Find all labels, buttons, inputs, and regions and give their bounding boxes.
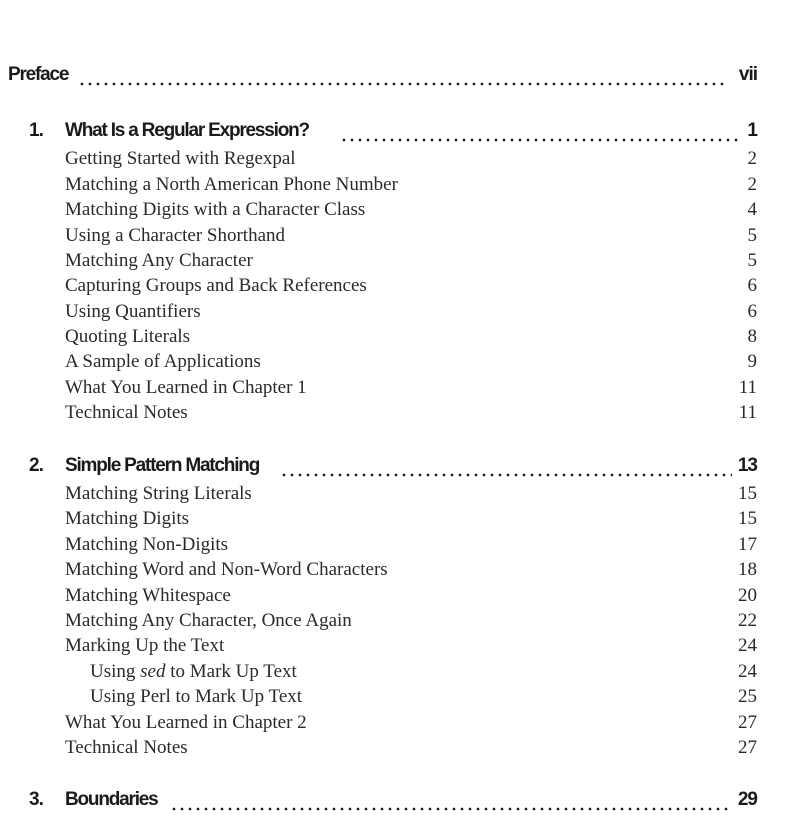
toc-section[interactable] (0, 174, 800, 200)
section-page: 27 (738, 737, 757, 758)
section-title: Matching Any Character (65, 250, 253, 271)
section-page: 24 (738, 635, 757, 656)
chapter-number: 2. (29, 455, 43, 476)
title-prefix: Using (90, 661, 141, 682)
section-page: 2 (747, 174, 757, 195)
preface-title: Preface (8, 64, 74, 86)
toc-chapter-3[interactable] (0, 789, 800, 815)
toc-subsection[interactable] (0, 686, 800, 712)
section-title: Technical Notes (65, 402, 188, 423)
toc-section[interactable] (0, 275, 800, 301)
section-page: 25 (738, 686, 757, 707)
chapter-number: 3. (29, 789, 43, 810)
toc-section[interactable] (0, 737, 800, 763)
section-title: Matching Non-Digits (65, 534, 229, 555)
section-title: Technical Notes (65, 737, 188, 758)
section-title: Matching a North American Phone Number (65, 174, 398, 195)
section-page: 6 (747, 275, 757, 296)
toc-subsection[interactable] (0, 661, 800, 687)
toc-section[interactable] (0, 301, 800, 327)
toc-section[interactable] (0, 635, 800, 661)
toc-section[interactable] (0, 585, 800, 611)
section-page: 11 (738, 377, 757, 398)
section-title: Capturing Groups and Back References (65, 275, 367, 296)
section-page: 15 (738, 483, 757, 504)
toc-chapter-2[interactable] (0, 455, 800, 481)
section-page: 6 (747, 301, 757, 322)
toc-section[interactable] (0, 351, 800, 377)
preface-page: vii (736, 64, 757, 86)
chapter-page: 13 (735, 455, 757, 477)
chapter-number: 1. (29, 120, 43, 141)
section-page: 11 (738, 402, 757, 423)
section-title: Quoting Literals (65, 326, 191, 347)
toc-section[interactable] (0, 559, 800, 585)
title-suffix: to Mark Up Text (165, 661, 297, 682)
chapter-title: Boundaries (65, 789, 164, 811)
section-page: 5 (747, 225, 757, 246)
section-page: 15 (738, 508, 757, 529)
section-title: Matching Digits with a Character Class (65, 199, 366, 220)
toc-section[interactable] (0, 402, 800, 428)
section-page: 4 (747, 199, 757, 220)
toc-section[interactable] (0, 225, 800, 251)
toc-section[interactable] (0, 148, 800, 174)
leader-dots (340, 138, 738, 142)
toc-section[interactable] (0, 483, 800, 509)
toc-section[interactable] (0, 377, 800, 403)
section-page: 20 (738, 585, 757, 606)
section-page: 18 (738, 559, 757, 580)
section-title: Using Perl to Mark Up Text (90, 686, 303, 707)
section-title: Getting Started with Regexpal (65, 148, 296, 169)
toc-chapter-1[interactable] (0, 120, 800, 146)
section-title: What You Learned in Chapter 2 (65, 712, 307, 733)
toc-section[interactable] (0, 250, 800, 276)
section-title: Matching Word and Non-Word Characters (65, 559, 388, 580)
chapter-page: 1 (744, 120, 757, 142)
toc-section[interactable] (0, 508, 800, 534)
section-title: Using Quantifiers (65, 301, 201, 322)
toc-entry-preface[interactable] (0, 64, 800, 90)
toc-section[interactable] (0, 712, 800, 738)
section-page: 27 (738, 712, 757, 733)
section-title: Matching String Literals (65, 483, 252, 504)
toc-section[interactable] (0, 610, 800, 636)
section-title: What You Learned in Chapter 1 (65, 377, 307, 398)
section-title: Matching Whitespace (65, 585, 231, 606)
chapter-page: 29 (735, 789, 757, 811)
toc-section[interactable] (0, 534, 800, 560)
section-title: Using a Character Shorthand (65, 225, 286, 246)
section-page: 2 (747, 148, 757, 169)
leader-dots (280, 473, 732, 477)
leader-dots (170, 807, 730, 811)
section-page: 17 (738, 534, 757, 555)
section-page: 8 (747, 326, 757, 347)
section-title: Marking Up the Text (65, 635, 225, 656)
section-page: 22 (738, 610, 757, 631)
section-title: Matching Any Character, Once Again (65, 610, 352, 631)
section-title (90, 661, 297, 683)
title-emphasis: sed (140, 661, 166, 682)
toc-section[interactable] (0, 199, 800, 225)
section-page: 24 (738, 661, 757, 682)
leader-dots (78, 82, 728, 86)
section-title: Matching Digits (65, 508, 190, 529)
section-page: 9 (747, 351, 757, 372)
section-title: A Sample of Applications (65, 351, 261, 372)
section-page: 5 (747, 250, 757, 271)
toc-section[interactable] (0, 326, 800, 352)
chapter-title: Simple Pattern Matching (65, 455, 265, 477)
chapter-title: What Is a Regular Expression? (65, 120, 315, 142)
